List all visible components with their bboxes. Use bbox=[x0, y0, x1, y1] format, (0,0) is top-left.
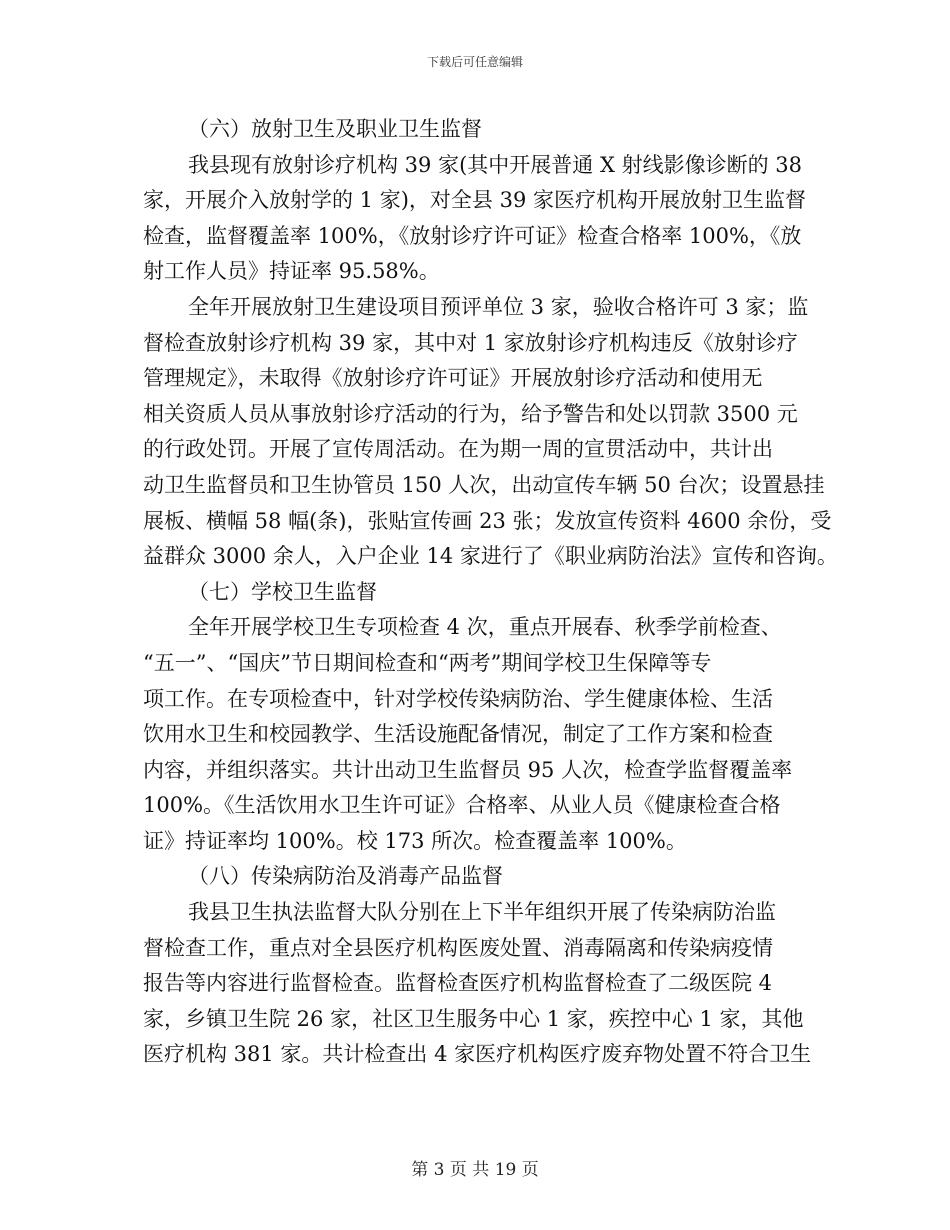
body-line: 100%。《生活饮用水卫生许可证》合格率、从业人员《健康检查合格 bbox=[143, 793, 781, 818]
body-line: 展板、横幅 58 幅(条)，张贴宣传画 23 张；发放宣传资料 4600 余份，受 bbox=[143, 508, 832, 533]
section-heading: （八）传染病防治及消毒产品监督 bbox=[188, 864, 503, 889]
body-line: 医疗机构 381 家。共计检查出 4 家医疗机构医疗废弃物处置不符合卫生 bbox=[143, 1042, 812, 1067]
body-line: 我县现有放射诊疗机构 39 家(其中开展普通 X 射线影像诊断的 38 bbox=[188, 152, 802, 177]
body-line: 家，开展介入放射学的 1 家)，对全县 39 家医疗机构开展放射卫生监督 bbox=[143, 188, 806, 213]
body-line: 饮用水卫生和校园教学、生活设施配备情况，制定了工作方案和检查 bbox=[143, 722, 773, 747]
body-line: 督检查工作，重点对全县医疗机构医废处置、消毒隔离和传染病疫情 bbox=[143, 935, 773, 960]
body-line: 管理规定》，未取得《放射诊疗许可证》开展放射诊疗活动和使用无 bbox=[143, 366, 763, 391]
page-number: 第 3 页 共 19 页 bbox=[411, 1160, 539, 1180]
section-heading: （六）放射卫生及职业卫生监督 bbox=[188, 117, 482, 141]
body-line: 全年开展放射卫生建设项目预评单位 3 家，验收合格许可 3 家；监 bbox=[188, 294, 809, 319]
body-line: 督检查放射诊疗机构 39 家，其中对 1 家放射诊疗机构违反《放射诊疗 bbox=[143, 330, 798, 355]
body-line: 家，乡镇卫生院 26 家，社区卫生服务中心 1 家，疾控中心 1 家，其他 bbox=[143, 1006, 804, 1031]
body-line: 射工作人员》持证率 95.58%。 bbox=[143, 259, 440, 284]
page-header: 下载后可任意编辑 bbox=[426, 55, 523, 69]
body-line: 检查，监督覆盖率 100%，《放射诊疗许可证》检查合格率 100%，《放 bbox=[143, 223, 802, 248]
body-line: 全年开展学校卫生专项检查 4 次，重点开展春、秋季学前检查、 bbox=[188, 615, 782, 640]
body-line: 的行政处罚。开展了宣传周活动。在为期一周的宣贯活动中，共计出 bbox=[143, 437, 773, 462]
section-heading: （七）学校卫生监督 bbox=[188, 579, 377, 604]
body-line: “五一”、“国庆”节日期间检查和“两考”期间学校卫生保障等专 bbox=[143, 650, 712, 675]
body-line: 报告等内容进行监督检查。监督检查医疗机构监督检查了二级医院 4 bbox=[143, 971, 773, 996]
body-line: 我县卫生执法监督大队分别在上下半年组织开展了传染病防治监 bbox=[188, 900, 776, 925]
body-line: 证》持证率均 100%。校 173 所次。检查覆盖率 100%。 bbox=[143, 828, 687, 853]
document-body bbox=[143, 112, 838, 1073]
body-line: 相关资质人员从事放射诊疗活动的行为，给予警告和处以罚款 3500 元 bbox=[143, 401, 798, 426]
body-line: 动卫生监督员和卫生协管员 150 人次，出动宣传车辆 50 台次；设置悬挂 bbox=[143, 472, 825, 497]
body-line: 项工作。在专项检查中，针对学校传染病防治、学生健康体检、生活 bbox=[143, 686, 773, 711]
body-line: 内容，并组织落实。共计出动卫生监督员 95 人次，检查学监督覆盖率 bbox=[143, 757, 793, 782]
body-line: 益群众 3000 余人，入户企业 14 家进行了《职业病防治法》宣传和咨询。 bbox=[143, 544, 838, 569]
